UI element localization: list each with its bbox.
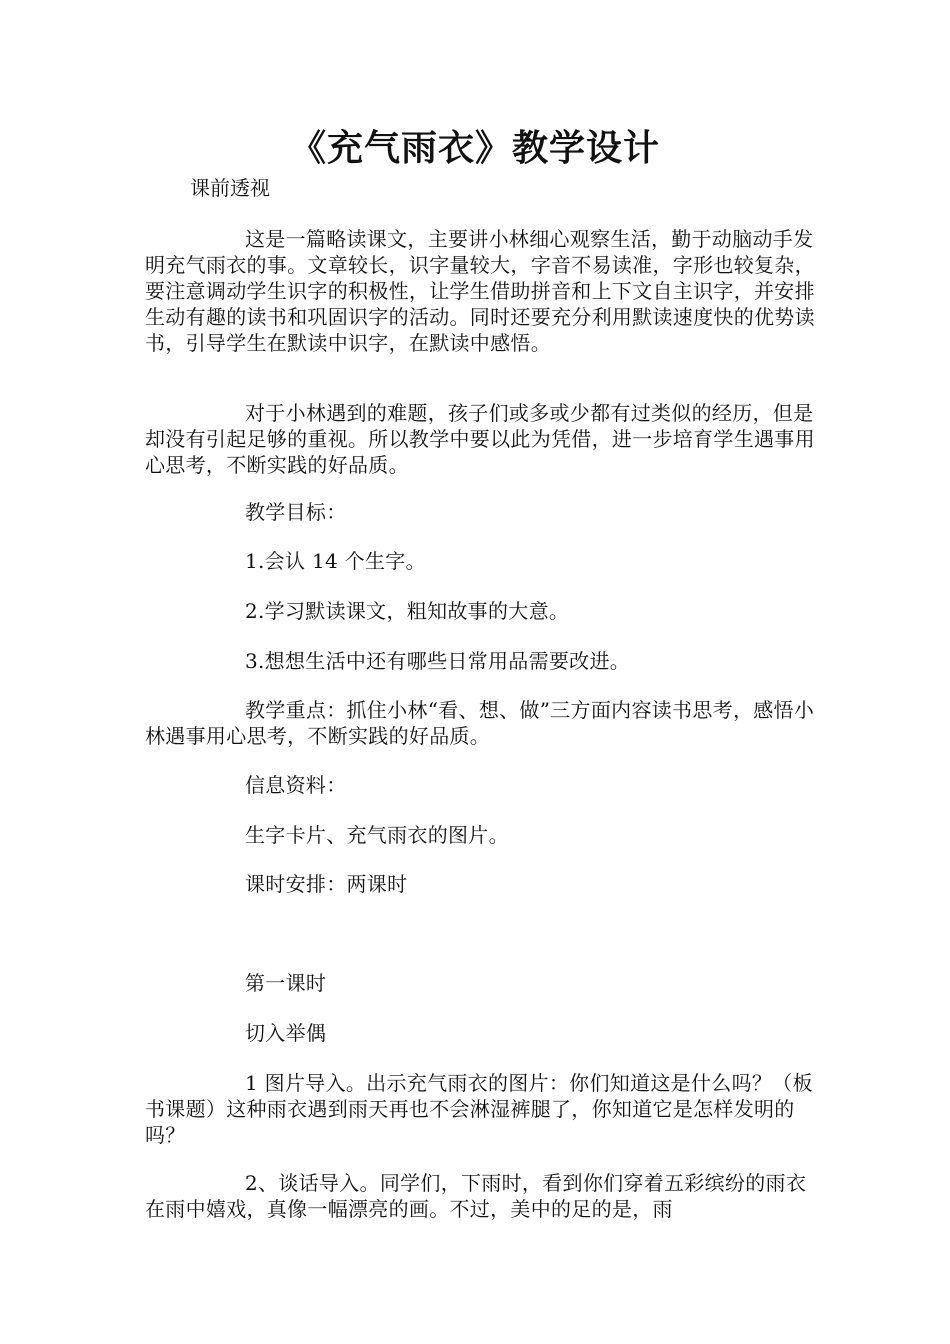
paragraph-step-1: 1 图片导入。出示充气雨衣的图片：你们知道这是什么吗？（板书课题）这种雨衣遇到雨天再也不会淋湿裤腿了，你知道它是怎样发明的吗？ [145,1071,813,1147]
goal-item-2: 2.学习默读课文，粗知故事的大意。 [245,599,570,623]
schedule-line: 课时安排：两课时 [245,872,408,896]
paragraph-background: 对于小林遇到的难题，孩子们或多或少都有过类似的经历，但是却没有引起足够的重视。所以教学中要以此为凭借，进一步培育学生遇事用心思考，不断实践的好品质。 [145,401,815,477]
paragraph-key-points: 教学重点：抓住小林“看、想、做”三方面内容读书思考，感悟小林遇事用心思考，不断实践的好品质。 [145,698,815,748]
lesson-heading: 第一课时 [245,971,327,995]
info-heading: 信息资料： [245,773,347,797]
lead-in-heading: 切入举偶 [245,1021,327,1045]
paragraph-intro: 这是一篇略读课文，主要讲小林细心观察生活，勤于动脑动手发明充气雨衣的事。文章较长，识字量较大，字音不易读准，字形也较复杂，要注意调动学生识字的积极性，让学生借助拼音和上下文自主识字，并安排生动有趣的读书和巩固识字的活动。同时还要充分利用默读速度快的优势读书，引导学生在默读中识字，在默读中感悟。 [145,227,815,355]
info-items: 生字卡片、充气雨衣的图片。 [245,823,509,847]
goal-item-1: 1.会认 14 个生字。 [245,549,426,573]
goals-heading: 教学目标： [245,500,347,524]
section-heading-preview: 课前透视 [190,176,270,200]
paragraph-step-2: 2、谈话导入。同学们，下雨时，看到你们穿着五彩缤纷的雨衣在雨中嬉戏，真像一幅漂亮的画。不过，美中的足的是，雨 [145,1171,807,1221]
document-title: 《充气雨衣》教学设计 [289,127,660,169]
goal-item-3: 3.想想生活中还有哪些日常用品需要改进。 [245,649,631,673]
